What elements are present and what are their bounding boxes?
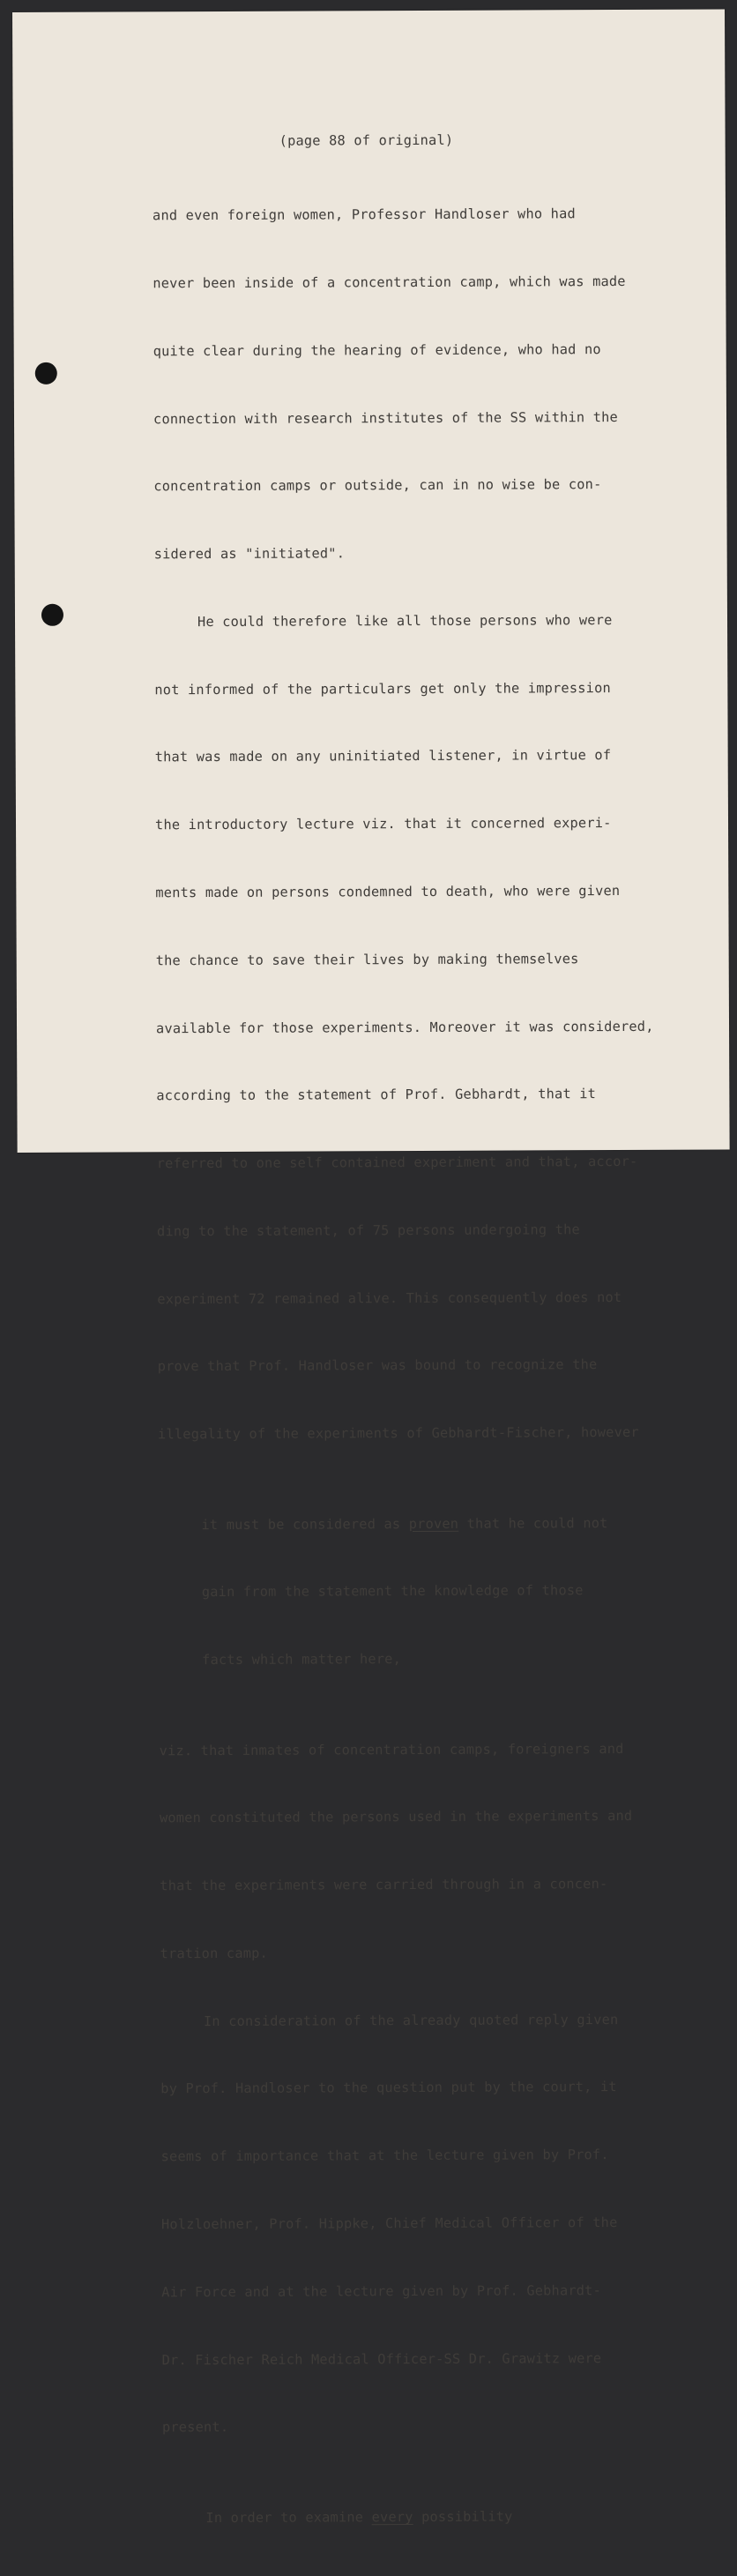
underlined-word: every xyxy=(371,2508,413,2525)
text-line: quite clear during the hearing of evidence, who had no xyxy=(153,340,601,360)
text-line: by Prof. Handloser to the question put by the court, it xyxy=(160,2079,617,2097)
text-line: the introductory lecture viz. that it concerned experi- xyxy=(154,815,612,833)
text-line: and even foreign women, Professor Handloser who had xyxy=(152,205,576,224)
text-line: never been inside of a concentration camp, which was made xyxy=(153,273,626,292)
punch-hole xyxy=(35,362,57,385)
text-line: Air Force and at the lecture given by Prof. Gebhardt- xyxy=(161,2281,602,2301)
page-header: (page 88 of original) xyxy=(279,131,454,149)
text-line: tration camp. xyxy=(160,1945,268,1962)
punch-hole xyxy=(41,604,63,626)
text-line: viz. that inmates of concentration camps, foreigners and xyxy=(159,1740,624,1758)
underlined-word: proven xyxy=(408,1515,459,1532)
text-line: that was made on any uninitiated listener, in virtue of xyxy=(154,747,612,765)
text-line: Holzloehner, Prof. Hippke, Chief Medical Officer of the xyxy=(160,2214,618,2233)
text-line: women constituted the persons used in the experiments and xyxy=(159,1808,633,1826)
paragraph-start-line: In consideration of the already quoted reply given xyxy=(203,2011,619,2029)
indented-block-line xyxy=(158,1512,656,1536)
text-line: experiment 72 remained alive. This consequently does not xyxy=(157,1288,622,1307)
text-line: not informed of the particulars get only the impression xyxy=(154,679,611,698)
paragraph-start-line xyxy=(162,2505,660,2530)
text-line: illegality of the experiments of Gebhardt-Fischer, however xyxy=(157,1424,639,1443)
text-line: Dr. Fischer Reich Medical Officer-SS Dr. Grawitz were xyxy=(161,2349,602,2368)
text-line: the chance to save their lives by making themselves xyxy=(155,950,579,969)
text-line: present. xyxy=(161,2419,229,2436)
text-line: available for those experiments. Moreover it was considered, xyxy=(155,1018,654,1036)
text-line: connection with research institutes of the SS within the xyxy=(153,408,618,427)
text-line: ding to the statement, of 75 persons undergoing the xyxy=(156,1221,580,1240)
text-fragment: In order to examine xyxy=(205,2508,372,2526)
text-line: seems of importance that at the lecture given by Prof. xyxy=(160,2147,609,2165)
text-fragment: that he could not xyxy=(458,1514,608,1532)
text-line: ments made on persons condemned to death, who were given xyxy=(155,883,621,901)
text-fragment: it must be considered as xyxy=(201,1515,409,1533)
text-line: referred to one self contained experiment and that, accor- xyxy=(156,1154,638,1172)
text-fragment: possibility xyxy=(413,2508,513,2525)
text-line: that the experiments were carried through in a concen- xyxy=(160,1876,608,1894)
text-line: concentration camps or outside, can in no wise be con- xyxy=(153,476,602,495)
indented-block-line: gain from the statement the knowledge of those xyxy=(201,1582,584,1601)
paragraph-start-line: He could therefore like all those persons who were xyxy=(197,611,613,630)
indented-block-line: facts which matter here, xyxy=(202,1651,402,1669)
text-line: sidered as "initiated". xyxy=(153,545,346,563)
text-line: prove that Prof. Handloser was bound to recognize the xyxy=(157,1356,598,1375)
document-body xyxy=(153,158,661,2575)
typewritten-page xyxy=(12,9,730,2526)
text-line: according to the statement of Prof. Gebhardt, that it xyxy=(156,1086,597,1104)
